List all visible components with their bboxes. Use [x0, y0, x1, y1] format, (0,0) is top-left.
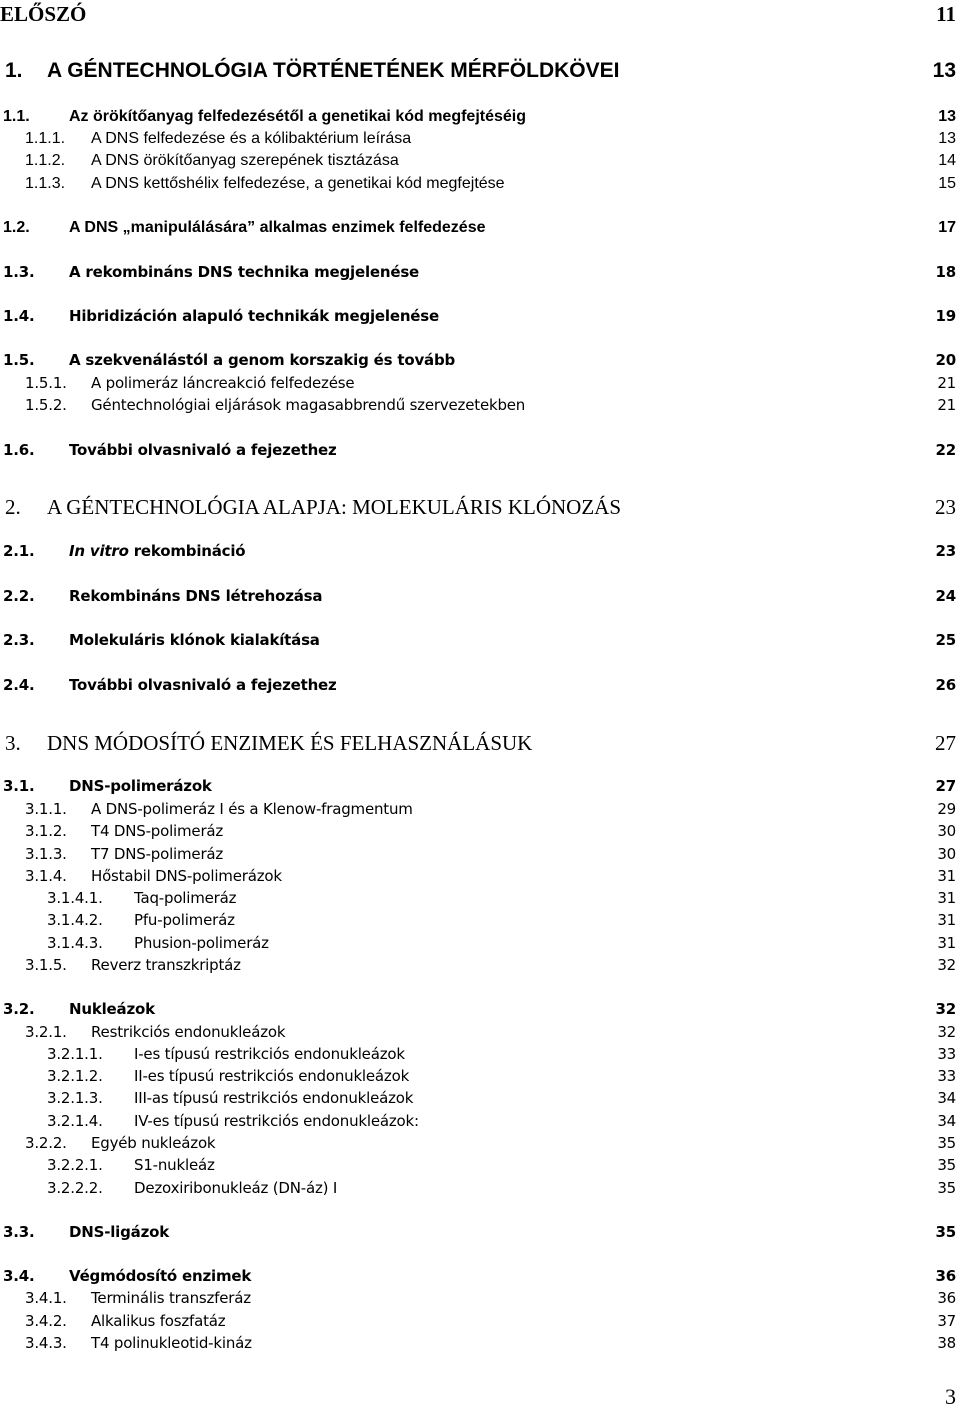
toc-entry-title: A rekombináns DNS technika megjelenése [69, 263, 420, 281]
toc-entry-title: A DNS-polimeráz I és a Klenow-fragmentum [91, 800, 413, 818]
toc-entry-page: 17 [938, 219, 956, 236]
toc-entry-number: 1.1.2. [25, 152, 66, 169]
toc-entry-number: 3.2.1.2. [47, 1067, 103, 1085]
toc-entry-title: A DNS kettőshélix felfedezése, a genetikai kód megfejtése [91, 175, 505, 192]
toc-entry-page: 21 [937, 374, 956, 392]
page-number: 3 [945, 1384, 956, 1409]
toc-entry-page: 11 [936, 2, 956, 26]
toc-entry-title: Reverz transzkriptáz [91, 956, 241, 974]
toc-entry-title: Végmódosító enzimek [69, 1267, 252, 1285]
toc-entry-page: 21 [937, 396, 956, 414]
toc-entry-title: Egyéb nukleázok [91, 1134, 216, 1152]
toc-entry-page: 35 [937, 1156, 956, 1174]
toc-entry-number: 3.4. [3, 1267, 35, 1285]
toc-entry-page: 33 [937, 1045, 956, 1063]
toc-entry-title: Pfu-polimeráz [134, 911, 235, 929]
toc-entry-page: 13 [938, 108, 956, 125]
toc-entry-title: A DNS örökítőanyag szerepének tisztázása [91, 152, 399, 169]
toc-entry-title: T7 DNS-polimeráz [91, 845, 224, 863]
toc-entry-number: 3.2.2.1. [47, 1156, 103, 1174]
toc-entry-number: 3.2.1.3. [47, 1089, 103, 1107]
toc-entry-title-italic: In vitro [69, 542, 129, 560]
toc-entry-number: 3.1.4.1. [47, 889, 103, 907]
toc-entry-number: 1. [5, 59, 23, 82]
toc-entry-number: 3.1.1. [25, 800, 67, 818]
toc-entry-number: 3.1. [3, 777, 35, 795]
toc-entry-number: 3.1.4.3. [47, 934, 103, 952]
toc-entry-title: Rekombináns DNS létrehozása [69, 587, 323, 605]
toc-entry-number: 2. [5, 495, 21, 519]
toc-entry-number: 3.1.4. [25, 867, 67, 885]
toc-entry-number: 2.2. [3, 587, 35, 605]
toc-entry-title: Alkalikus foszfatáz [91, 1312, 226, 1330]
toc-entry-number: 1.3. [3, 263, 35, 281]
toc-entry-number: 1.5. [3, 351, 35, 369]
toc-entry-page: 29 [937, 800, 956, 818]
toc-entry-title: További olvasnivaló a fejezethez [69, 441, 337, 459]
toc-entry-number: 3.2.2. [25, 1134, 67, 1152]
toc-entry-title-text: rekombináció [133, 542, 246, 560]
toc-entry-number: 1.5.1. [25, 374, 67, 392]
toc-entry-page: 27 [935, 777, 956, 795]
toc-entry-title: III-as típusú restrikciós endonukleázok [134, 1089, 414, 1107]
toc-entry-title: A DNS felfedezése és a kólibaktérium leírása [91, 130, 412, 147]
toc-entry-page: 30 [937, 845, 956, 863]
toc-entry-number: 2.1. [3, 542, 35, 560]
toc-entry-title: Az örökítőanyag felfedezésétől a genetikai kód megfejtéséig [69, 108, 527, 125]
toc-entry-number: 3.4.1. [25, 1289, 67, 1307]
toc-entry-page: 35 [935, 1223, 956, 1241]
toc-entry-page: 36 [937, 1289, 956, 1307]
toc-entry-number: 2.4. [3, 676, 35, 694]
toc-entry-title: A GÉNTECHNOLÓGIA ALAPJA: MOLEKULÁRIS KLÓNOZÁS [47, 495, 621, 519]
toc-entry-number: 3.1.2. [25, 822, 67, 840]
toc-entry-number: 1.6. [3, 441, 35, 459]
toc-entry-page: 31 [937, 867, 956, 885]
toc-entry-page: 26 [935, 676, 956, 694]
toc-entry-title: Hőstabil DNS-polimerázok [91, 867, 282, 885]
toc-entry-title: A DNS „manipulálására” alkalmas enzimek felfedezése [69, 219, 486, 236]
toc-entry-title: Molekuláris klónok kialakítása [69, 631, 320, 649]
toc-entry-number: 3.4.2. [25, 1312, 67, 1330]
toc-entry-page: 24 [935, 587, 956, 605]
toc-entry-page: 18 [935, 263, 956, 281]
toc-entry-number: 3.1.3. [25, 845, 67, 863]
toc-entry-title: Géntechnológiai eljárások magasabbrendű szervezetekben [91, 396, 526, 414]
toc-entry-title: T4 DNS-polimeráz [91, 822, 224, 840]
toc-entry-page: 15 [938, 175, 956, 192]
toc-entry-page: 31 [937, 911, 956, 929]
toc-entry-title: T4 polinukleotid-kináz [91, 1334, 252, 1352]
toc-entry-title: DNS-polimerázok [69, 777, 212, 795]
toc-entry-number: 3.1.5. [25, 956, 67, 974]
toc-entry-page: 30 [937, 822, 956, 840]
toc-entry-number: 1.4. [3, 307, 35, 325]
toc-entry-number: 3.1.4.2. [47, 911, 103, 929]
toc-entry-title: Hibridizáción alapuló technikák megjelenése [69, 307, 439, 325]
toc-entry-page: 36 [935, 1267, 956, 1285]
toc-entry-page: 31 [937, 889, 956, 907]
toc-entry-title: S1-nukleáz [134, 1156, 215, 1174]
toc-entry-page: 25 [935, 631, 956, 649]
toc-entry-title: A szekvenálástól a genom korszakig és tovább [69, 351, 456, 369]
toc-entry-title: Restrikciós endonukleázok [91, 1023, 286, 1041]
toc-entry-title: Phusion-polimeráz [134, 934, 269, 952]
toc-entry-title: Dezoxiribonukleáz (DN-áz) I [134, 1179, 338, 1197]
toc-entry-page: 32 [937, 956, 956, 974]
toc-entry-page: 13 [932, 59, 956, 82]
toc-entry-page: 20 [935, 351, 956, 369]
toc-entry-page: 34 [937, 1112, 956, 1130]
toc-entry-number: 3.2.2.2. [47, 1179, 103, 1197]
toc-entry-page: 38 [937, 1334, 956, 1352]
toc-entry-title: I-es típusú restrikciós endonukleázok [134, 1045, 405, 1063]
toc-entry-number: 1.1.1. [25, 130, 66, 147]
toc-entry-title: DNS-ligázok [69, 1223, 169, 1241]
toc-entry-number: 3.2.1.4. [47, 1112, 103, 1130]
toc-entry-title [69, 542, 245, 560]
toc-entry-page: 22 [935, 441, 956, 459]
toc-entry-number: 2.3. [3, 631, 35, 649]
toc-entry-number: ELŐSZÓ [0, 2, 87, 26]
toc-entry-page: 14 [938, 152, 956, 169]
toc-entry-title: A polimeráz láncreakció felfedezése [91, 374, 355, 392]
toc-entry-number: 3.2.1.1. [47, 1045, 103, 1063]
toc-entry-number: 1.2. [3, 219, 30, 236]
toc-entry-number: 3.3. [3, 1223, 35, 1241]
toc-entry-number: 1.1.3. [25, 175, 66, 192]
toc-entry-number: 3.2. [3, 1000, 35, 1018]
toc-entry-title: II-es típusú restrikciós endonukleázok [134, 1067, 410, 1085]
toc-entry-page: 32 [937, 1023, 956, 1041]
toc-entry-page: 32 [935, 1000, 956, 1018]
toc-entry-title: DNS MÓDOSÍTÓ ENZIMEK ÉS FELHASZNÁLÁSUK [47, 731, 533, 755]
toc-entry-number: 3.2.1. [25, 1023, 67, 1041]
toc-entry-number: 1.5.2. [25, 396, 67, 414]
toc-entry-page: 19 [935, 307, 956, 325]
toc-entry-page: 23 [935, 495, 956, 519]
toc-entry-title: Nukleázok [69, 1000, 155, 1018]
toc-entry-page: 35 [937, 1179, 956, 1197]
toc-entry-page: 34 [937, 1089, 956, 1107]
toc-entry-page: 23 [935, 542, 956, 560]
toc-entry-page: 33 [937, 1067, 956, 1085]
toc-entry-page: 37 [937, 1312, 956, 1330]
toc-entry-number: 3. [5, 731, 21, 755]
toc-entry-title: Taq-polimeráz [134, 889, 237, 907]
toc-entry-title: További olvasnivaló a fejezethez [69, 676, 337, 694]
toc-entry-number: 1.1. [3, 108, 30, 125]
toc-entry-page: 35 [937, 1134, 956, 1152]
toc-entry-number: 3.4.3. [25, 1334, 67, 1352]
toc-entry-title: A GÉNTECHNOLÓGIA TÖRTÉNETÉNEK MÉRFÖLDKÖVEI [47, 59, 620, 82]
toc-entry-page: 27 [935, 731, 956, 755]
toc-entry-title: Terminális transzferáz [91, 1289, 251, 1307]
toc-entry-page: 13 [938, 130, 956, 147]
toc-entry-title: IV-es típusú restrikciós endonukleázok: [134, 1112, 419, 1130]
toc-entry-page: 31 [937, 934, 956, 952]
